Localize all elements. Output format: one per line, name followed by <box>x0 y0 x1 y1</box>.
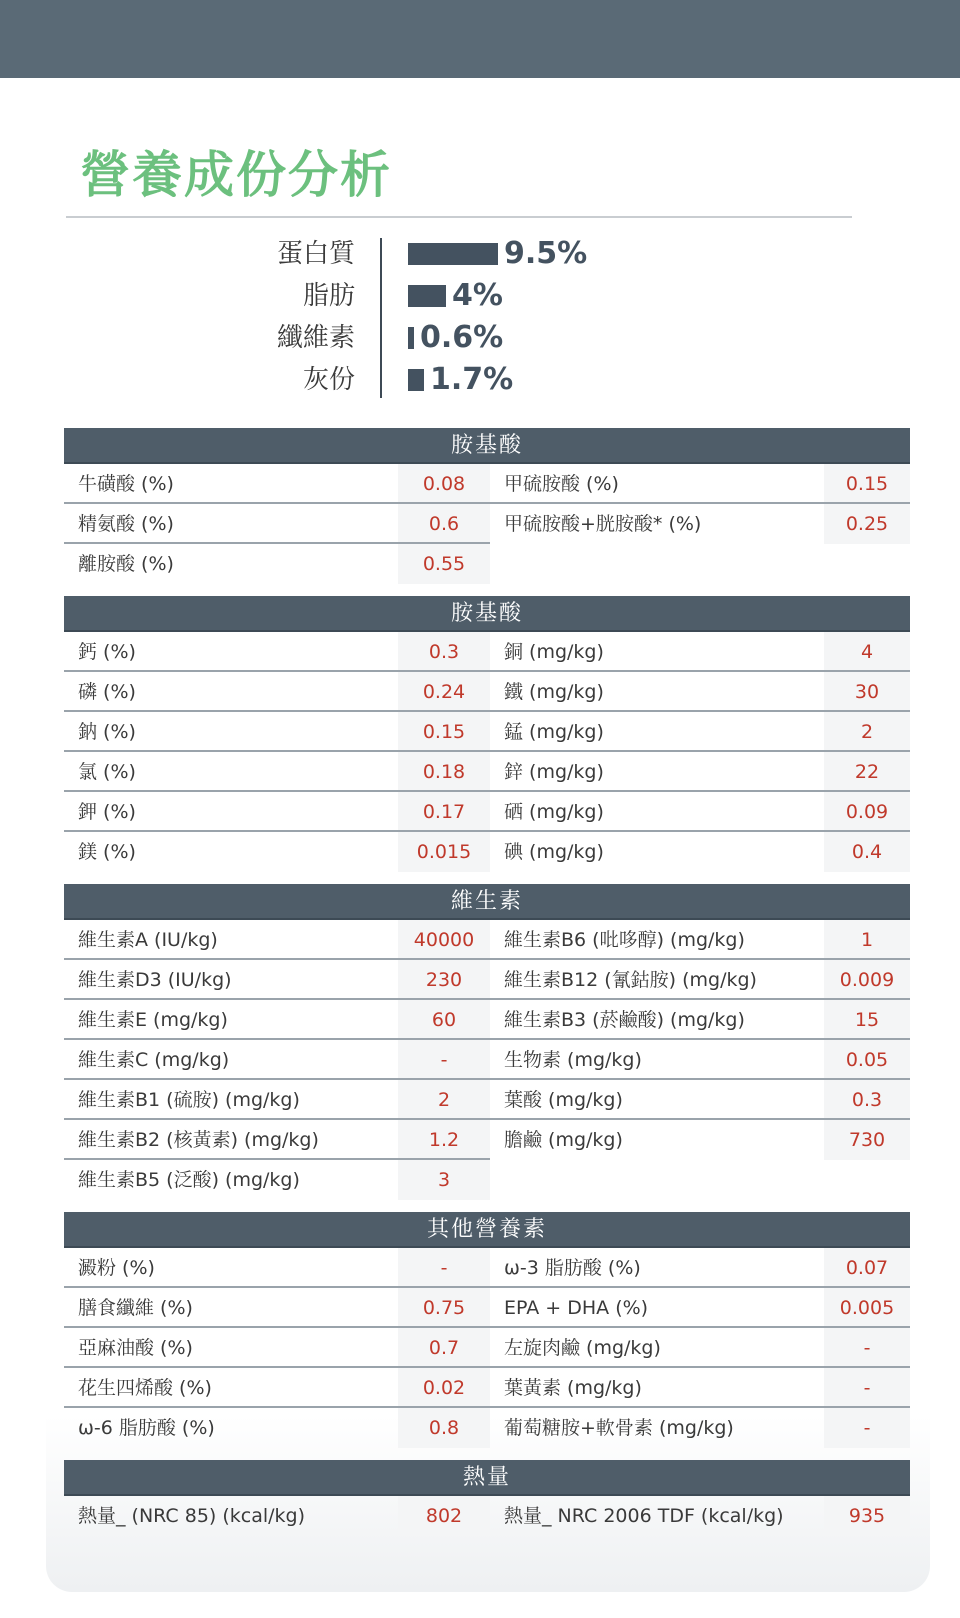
nutrient-value: 935 <box>824 1496 910 1536</box>
nutrient-name: 硒 (mg/kg) <box>504 801 604 823</box>
nutrient-section <box>64 1460 910 1536</box>
table-row <box>64 1328 910 1368</box>
nutrient-value: 0.18 <box>398 752 490 792</box>
nutrient-name: 生物素 (mg/kg) <box>504 1049 642 1071</box>
nutrient-value: - <box>824 1408 910 1448</box>
nutrient-name: 維生素B1 (硫胺) (mg/kg) <box>78 1089 300 1111</box>
nutrient-value: 4 <box>824 632 910 672</box>
nutrient-value: - <box>398 1248 490 1288</box>
macro-value: 0.6% <box>420 320 504 355</box>
nutrient-name: 葉黃素 (mg/kg) <box>504 1377 642 1399</box>
section-header: 熱量 <box>64 1460 910 1496</box>
nutrient-name: 鉀 (%) <box>78 801 136 823</box>
table-row <box>64 464 910 504</box>
nutrient-name: 熱量_ (NRC 85) (kcal/kg) <box>78 1505 306 1527</box>
section-header: 胺基酸 <box>64 428 910 464</box>
nutrient-value: 0.05 <box>824 1040 910 1080</box>
nutrient-name: 鈉 (%) <box>78 721 136 743</box>
nutrient-name: 鋅 (mg/kg) <box>504 761 604 783</box>
nutrient-name: 熱量_ NRC 2006 TDF (kcal/kg) <box>504 1505 784 1527</box>
nutrient-section <box>64 1212 910 1448</box>
nutrient-name: 磷 (%) <box>78 681 136 703</box>
nutrient-name: 維生素A (IU/kg) <box>78 929 218 951</box>
nutrient-name: 左旋肉鹼 (mg/kg) <box>504 1337 661 1359</box>
title-divider <box>66 216 852 218</box>
nutrient-name: 碘 (mg/kg) <box>504 841 604 863</box>
nutrient-value: 1.2 <box>398 1120 490 1160</box>
table-row <box>64 1160 910 1200</box>
nutrient-section <box>64 596 910 872</box>
nutrient-value: 0.55 <box>398 544 490 584</box>
table-row <box>64 832 910 872</box>
nutrient-name: 維生素B2 (核黃素) (mg/kg) <box>78 1129 319 1151</box>
nutrient-value: 0.015 <box>398 832 490 872</box>
macro-label: 脂肪 <box>302 281 355 311</box>
table-row <box>64 752 910 792</box>
nutrient-name: 花生四烯酸 (%) <box>78 1377 212 1399</box>
nutrient-name: ω-3 脂肪酸 (%) <box>504 1257 641 1279</box>
nutrient-name: 氯 (%) <box>78 761 136 783</box>
nutrient-value: 0.009 <box>824 960 910 1000</box>
nutrient-name: 錳 (mg/kg) <box>504 721 604 743</box>
macro-row <box>0 360 960 400</box>
nutrient-name: 維生素B12 (氰鈷胺) (mg/kg) <box>504 969 757 991</box>
nutrient-value: 0.7 <box>398 1328 490 1368</box>
nutrient-name: 牛磺酸 (%) <box>78 473 174 495</box>
nutrient-value: 0.4 <box>824 832 910 872</box>
nutrient-value: 2 <box>824 712 910 752</box>
section-header: 維生素 <box>64 884 910 920</box>
nutrient-name: 精氨酸 (%) <box>78 513 174 535</box>
macro-chart <box>0 234 960 404</box>
nutrient-value: 0.8 <box>398 1408 490 1448</box>
macro-bar <box>408 327 414 349</box>
nutrient-value: 0.08 <box>398 464 490 504</box>
top-banner <box>0 0 960 78</box>
nutrient-name: 澱粉 (%) <box>78 1257 155 1279</box>
nutrient-name: ω-6 脂肪酸 (%) <box>78 1417 215 1439</box>
nutrient-name: 膳食纖維 (%) <box>78 1297 193 1319</box>
nutrient-section <box>64 884 910 1200</box>
nutrient-name: 膽鹼 (mg/kg) <box>504 1129 623 1151</box>
macro-label: 灰份 <box>302 365 355 395</box>
table-row <box>64 544 910 584</box>
nutrient-section <box>64 428 910 584</box>
nutrient-name: 亞麻油酸 (%) <box>78 1337 193 1359</box>
table-row <box>64 1040 910 1080</box>
nutrient-value: 30 <box>824 672 910 712</box>
nutrient-name: 維生素E (mg/kg) <box>78 1009 228 1031</box>
macro-row <box>0 234 960 274</box>
nutrient-value: 730 <box>824 1120 910 1160</box>
nutrient-name: 葉酸 (mg/kg) <box>504 1089 623 1111</box>
table-row <box>64 1120 910 1160</box>
nutrient-name: 葡萄糖胺+軟骨素 (mg/kg) <box>504 1417 734 1439</box>
table-row <box>64 960 910 1000</box>
nutrient-value: 40000 <box>398 920 490 960</box>
table-row <box>64 1248 910 1288</box>
nutrient-name: 甲硫胺酸 (%) <box>504 473 619 495</box>
macro-value: 4% <box>452 278 503 313</box>
nutrient-value: 0.17 <box>398 792 490 832</box>
nutrient-value: 3 <box>398 1160 490 1200</box>
table-row <box>64 672 910 712</box>
macro-value: 9.5% <box>504 236 588 271</box>
nutrient-value: 0.005 <box>824 1288 910 1328</box>
macro-label: 蛋白質 <box>276 239 355 269</box>
nutrient-value: 0.24 <box>398 672 490 712</box>
table-row <box>64 1288 910 1328</box>
nutrient-name: 鈣 (%) <box>78 641 136 663</box>
page-title: 營養成份分析 <box>80 146 392 204</box>
nutrient-value: 2 <box>398 1080 490 1120</box>
nutrient-value: 0.75 <box>398 1288 490 1328</box>
nutrient-value: 60 <box>398 1000 490 1040</box>
section-header: 胺基酸 <box>64 596 910 632</box>
nutrient-value: - <box>824 1328 910 1368</box>
nutrient-name: 維生素B5 (泛酸) (mg/kg) <box>78 1169 300 1191</box>
nutrient-value: 230 <box>398 960 490 1000</box>
table-row <box>64 1080 910 1120</box>
nutrient-name: 維生素B3 (菸鹼酸) (mg/kg) <box>504 1009 745 1031</box>
nutrient-name: 離胺酸 (%) <box>78 553 174 575</box>
nutrient-value: - <box>398 1040 490 1080</box>
table-row <box>64 1368 910 1408</box>
macro-value: 1.7% <box>430 362 514 397</box>
macro-row <box>0 318 960 358</box>
nutrient-name: 銅 (mg/kg) <box>504 641 604 663</box>
nutrient-value: 15 <box>824 1000 910 1040</box>
table-row <box>64 1496 910 1536</box>
nutrient-name: 維生素D3 (IU/kg) <box>78 969 232 991</box>
nutrient-name: 鐵 (mg/kg) <box>504 681 604 703</box>
nutrient-value: 0.6 <box>398 504 490 544</box>
nutrient-value: 0.15 <box>824 464 910 504</box>
table-row <box>64 1408 910 1448</box>
section-header: 其他營養素 <box>64 1212 910 1248</box>
macro-bar <box>408 369 424 391</box>
nutrient-value: - <box>824 1368 910 1408</box>
table-row <box>64 504 910 544</box>
nutrient-name: 維生素B6 (吡哆醇) (mg/kg) <box>504 929 745 951</box>
nutrient-name: 甲硫胺酸+胱胺酸* (%) <box>504 513 702 535</box>
table-row <box>64 1000 910 1040</box>
macro-label: 纖維素 <box>276 323 355 353</box>
table-row <box>64 632 910 672</box>
nutrient-value: 1 <box>824 920 910 960</box>
table-row <box>64 920 910 960</box>
nutrient-value: 0.07 <box>824 1248 910 1288</box>
macro-bar <box>408 285 446 307</box>
nutrient-value: 0.09 <box>824 792 910 832</box>
nutrient-name: EPA + DHA (%) <box>504 1297 649 1319</box>
nutrient-value: 0.3 <box>398 632 490 672</box>
nutrient-value: 0.02 <box>398 1368 490 1408</box>
nutrient-value: 0.15 <box>398 712 490 752</box>
macro-bar <box>408 243 498 265</box>
nutrient-value: 0.25 <box>824 504 910 544</box>
nutrient-value: 22 <box>824 752 910 792</box>
nutrient-value: 0.3 <box>824 1080 910 1120</box>
nutrient-value: 802 <box>398 1496 490 1536</box>
table-row <box>64 712 910 752</box>
macro-row <box>0 276 960 316</box>
table-row <box>64 792 910 832</box>
nutrient-name: 維生素C (mg/kg) <box>78 1049 230 1071</box>
nutrient-name: 鎂 (%) <box>78 841 136 863</box>
